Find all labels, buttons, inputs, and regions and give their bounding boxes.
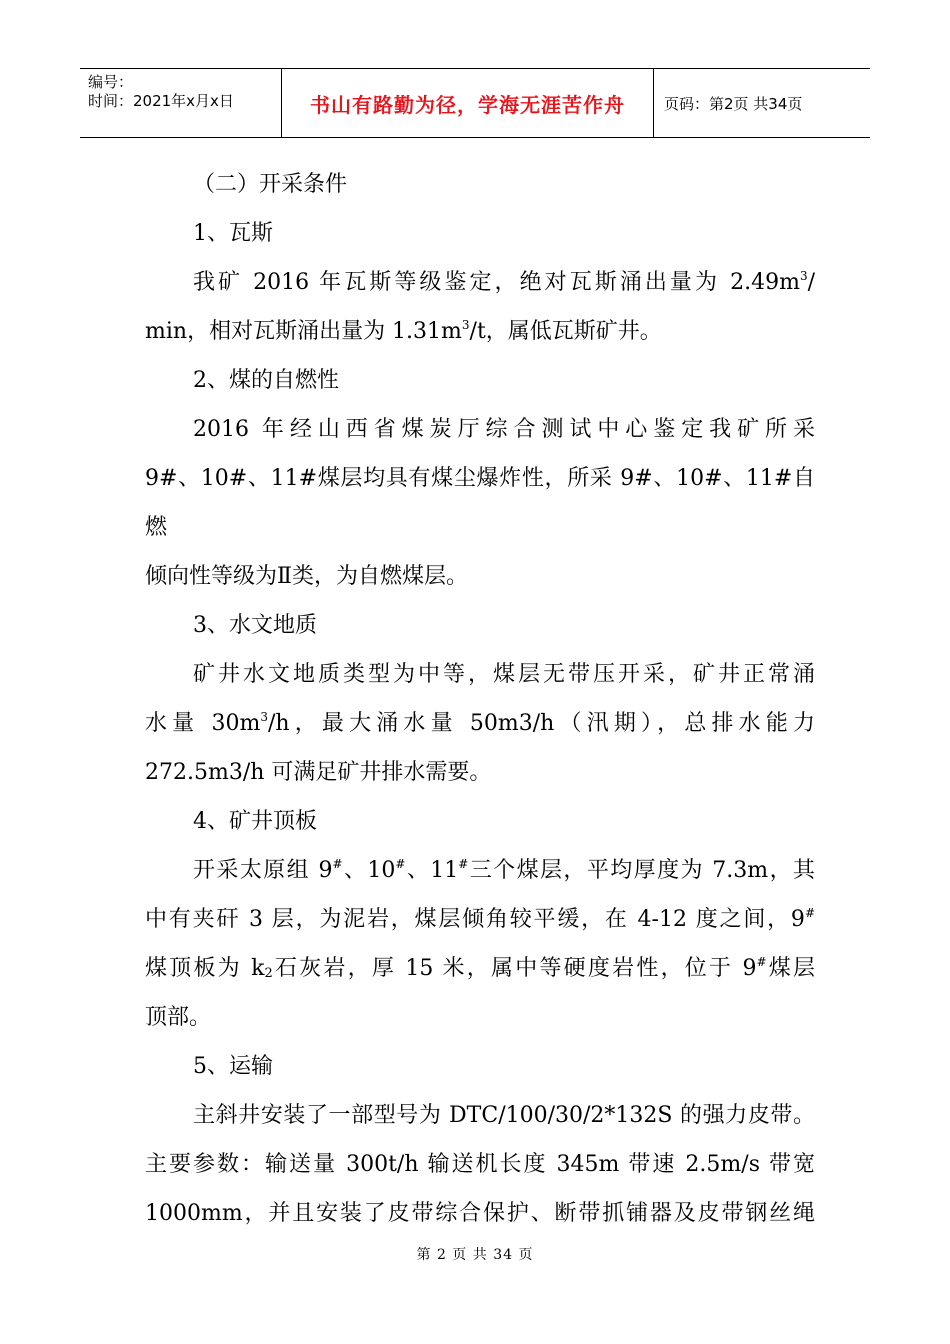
page-footer: 第 2 页 共 34 页: [416, 1247, 534, 1263]
header-motto: 书山有路勤为径，学海无涯苦作舟: [282, 69, 654, 137]
paragraph-hydro-line-3: 272.5m3/h 可满足矿井排水需要。: [145, 760, 492, 785]
paragraph-combustion-line-2: 9#、10#、11#煤层均具有煤尘爆炸性，所采 9#、10#、11#自燃: [145, 466, 815, 540]
paragraph-combustion-line-1: 2016 年经山西省煤炭厅综合测试中心鉴定我矿所采: [193, 417, 815, 442]
section-title: （二）开采条件: [193, 172, 348, 197]
paragraph-gas-line-2: min，相对瓦斯涌出量为 $1.31m^3/t$，属低瓦斯矿井。: [145, 318, 662, 344]
document-time-label: 时间：2021年x月x日: [88, 92, 234, 110]
paragraph-hydro-line-1: 矿井水文地质类型为中等，煤层无带压开采，矿井正常涌: [193, 662, 815, 687]
heading-hydrogeology: 3、水文地质: [193, 613, 317, 638]
paragraph-transport-line-2: 主要参数：输送量 300t/h 输送机长度 345m 带速 2.5m/s 带宽: [145, 1152, 815, 1177]
paragraph-transport-line-1: 主斜井安装了一部型号为 DTC/100/30/2*132S 的强力皮带。: [193, 1103, 815, 1128]
paragraph-roof-line-1: 开采太原组 9#、10#、11#三个煤层，平均厚度为 7.3m，其: [193, 857, 815, 883]
paragraph-gas-line-1: 我矿 2016 年瓦斯等级鉴定，绝对瓦斯涌出量为 $2.49m^3/$: [193, 269, 815, 295]
header-page-number: 页码：第2页 共34页: [664, 94, 803, 113]
header-meta: [80, 69, 282, 137]
document-body: [145, 160, 815, 1238]
heading-roof: 4、矿井顶板: [193, 809, 317, 834]
paragraph-roof-line-4: 顶部。: [145, 1005, 212, 1030]
page-header: [80, 68, 870, 138]
document-number-label: 编号：: [88, 73, 134, 91]
paragraph-transport-line-3: 1000mm，并且安装了皮带综合保护、断带抓铺器及皮带钢丝绳: [145, 1201, 815, 1226]
paragraph-roof-line-2: 中有夹矸 3 层，为泥岩，煤层倾角较平缓，在 4-12 度之间，9#: [145, 906, 815, 932]
paragraph-roof-line-3: 煤顶板为 $k_2$石灰岩，厚 15 米，属中等硬度岩性，位于 9#煤层: [145, 955, 815, 981]
paragraph-hydro-line-2: 水量 $30m^3/h$，最大涌水量 50m3/h（汛期），总排水能力: [145, 710, 815, 736]
heading-gas: 1、瓦斯: [193, 221, 273, 246]
heading-transport: 5、运输: [193, 1054, 273, 1079]
heading-spontaneous-combustion: 2、煤的自燃性: [193, 368, 339, 393]
paragraph-combustion-line-3: 倾向性等级为Ⅱ类，为自燃煤层。: [145, 564, 468, 589]
